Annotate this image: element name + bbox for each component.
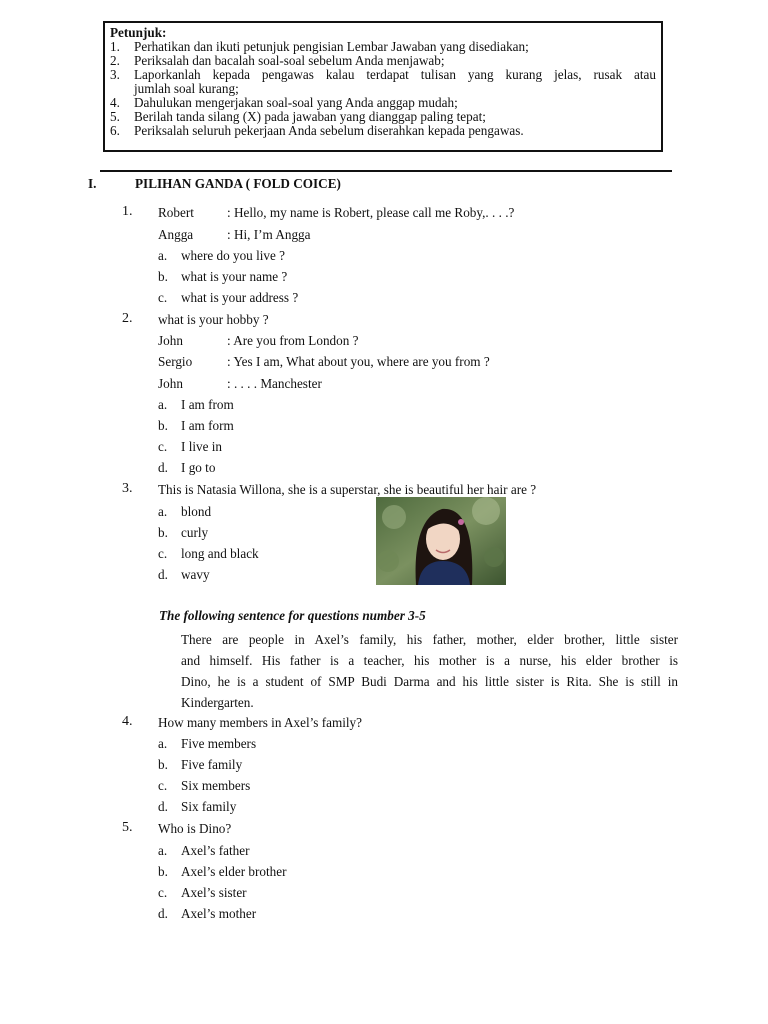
option-letter: b. — [158, 525, 168, 540]
question-number: 4. — [122, 714, 133, 729]
passage-heading: The following sentence for questions number 3-5 — [159, 608, 426, 623]
option-text: what is your address ? — [181, 290, 299, 305]
passage-line: There are people in Axel’s family, his father, mother, elder brother, little sister — [181, 632, 678, 647]
option-text: I live in — [181, 439, 223, 454]
option-text: I am form — [181, 418, 234, 433]
option-text: I am from — [181, 397, 234, 412]
option-text: wavy — [181, 567, 210, 582]
option-letter: c. — [158, 290, 168, 305]
option-text: curly — [181, 525, 209, 540]
option-letter: b. — [158, 418, 168, 433]
option-text: Axel’s sister — [181, 885, 247, 900]
question-number: 3. — [122, 481, 133, 496]
option-text: where do you live ? — [181, 248, 285, 263]
question-number: 1. — [122, 204, 133, 219]
option-letter: a. — [158, 504, 168, 519]
option-letter: b. — [158, 864, 168, 879]
option-letter: b. — [158, 269, 168, 284]
option-text: Axel’s mother — [181, 906, 257, 921]
question-number: 2. — [122, 311, 133, 326]
dialog-speaker: Sergio — [158, 354, 193, 369]
dialog-speaker: John — [158, 376, 183, 391]
question-text: How many members in Axel’s family? — [158, 715, 362, 730]
dialog-speaker: Angga — [158, 227, 194, 242]
option-text: Six members — [181, 778, 251, 793]
passage-line: Dino, he is a student of SMP Budi Darma and his little sister is Rita. She is still in — [181, 674, 678, 689]
option-text: Five members — [181, 736, 257, 751]
option-letter: a. — [158, 843, 168, 858]
dialog-line: : Yes I am, What about you, where are you from ? — [227, 354, 490, 369]
dialog-line: : Are you from London ? — [227, 333, 359, 348]
option-text: I go to — [181, 460, 216, 475]
passage-line: and himself. His father is a teacher, his mother is a nurse, his elder brother is — [181, 653, 678, 668]
question-text: what is your hobby ? — [158, 312, 269, 327]
section-divider — [100, 170, 672, 172]
option-text: Five family — [181, 757, 243, 772]
dialog-speaker: Robert — [158, 205, 194, 220]
question-text: Who is Dino? — [158, 821, 232, 836]
option-text: Axel’s father — [181, 843, 250, 858]
option-text: what is your name ? — [181, 269, 288, 284]
option-letter: d. — [158, 567, 168, 582]
option-letter: a. — [158, 248, 168, 263]
option-letter: d. — [158, 906, 168, 921]
section-title: PILIHAN GANDA ( FOLD COICE) — [135, 176, 341, 191]
option-letter: d. — [158, 460, 168, 475]
option-text: Axel’s elder brother — [181, 864, 287, 879]
section-number: I. — [88, 176, 97, 191]
question-number: 5. — [122, 820, 133, 835]
option-letter: a. — [158, 736, 168, 751]
option-letter: c. — [158, 439, 168, 454]
instructions-title: Petunjuk: — [110, 25, 167, 40]
dialog-line: : Hello, my name is Robert, please call me Roby,. . . .? — [227, 205, 515, 220]
dialog-line: : . . . . Manchester — [227, 376, 322, 391]
option-text: blond — [181, 504, 212, 519]
dialog-speaker: John — [158, 333, 183, 348]
option-letter: c. — [158, 546, 168, 561]
option-letter: c. — [158, 885, 168, 900]
option-letter: b. — [158, 757, 168, 772]
portrait-illustration — [376, 497, 506, 585]
option-letter: d. — [158, 799, 168, 814]
portrait-photo — [376, 497, 506, 585]
option-letter: a. — [158, 397, 168, 412]
option-text: Six family — [181, 799, 237, 814]
option-text: long and black — [181, 546, 259, 561]
dialog-line: : Hi, I’m Angga — [227, 227, 311, 242]
passage-line: Kindergarten. — [181, 695, 254, 710]
option-letter: c. — [158, 778, 168, 793]
reading-passage — [181, 629, 678, 713]
question-text: This is Natasia Willona, she is a superstar, she is beautiful her hair are ? — [158, 482, 537, 497]
